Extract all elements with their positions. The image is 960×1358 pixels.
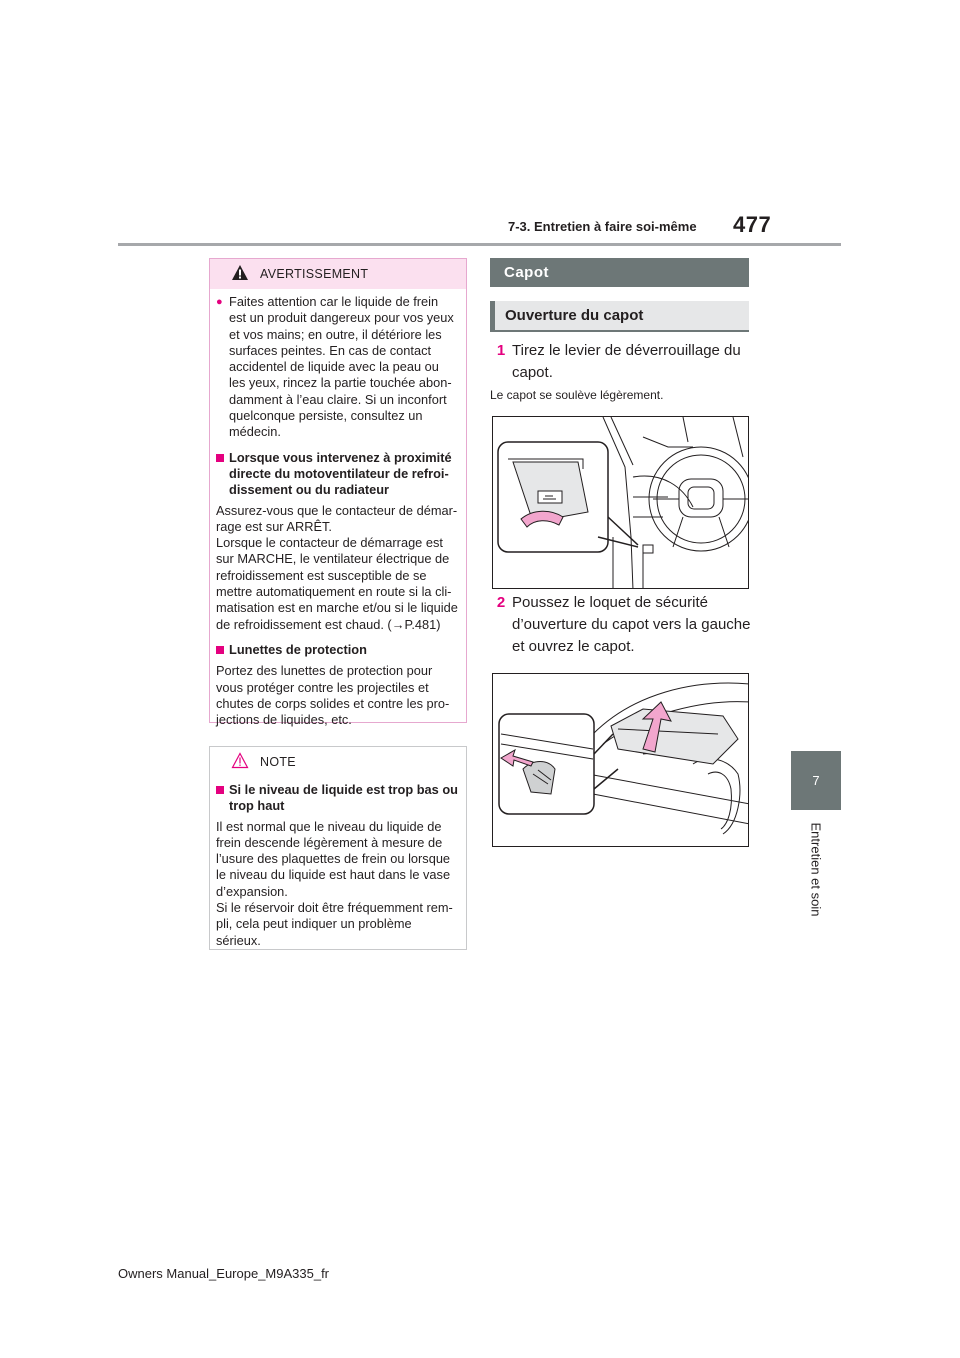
chapter-label (804, 822, 824, 922)
step-1-number: 1 (496, 342, 506, 359)
warning-title: AVERTISSEMENT (260, 267, 369, 281)
heading-glasses-text: Lunettes de protection (229, 641, 367, 657)
section-bar-capot: Capot (490, 258, 749, 287)
step-2-number: 2 (496, 594, 506, 611)
warning-header (210, 259, 466, 289)
section-title: 7-3. Entretien à faire soi-même (508, 219, 697, 234)
heading-glasses (216, 642, 458, 659)
text-fan-1: Assurez-vous que le contacteur de démar-rage est sur ARRÊT. (216, 502, 458, 534)
text-fan-2: Lorsque le contacteur de démarrage est sur MARCHE, le ventilateur électrique de refroidissement est susceptible de se mettre automatiquement en route si la cli-matisation est en marche et/ou si le liquide de refroidissement est chaud. (→P.481) (216, 535, 458, 632)
step-1 (490, 340, 752, 384)
warning-bullet-text: Faites attention car le liquide de frein est un produit dangereux pour vos yeux et vos mains; en outre, il détériore les surfaces peintes. En cas de contact accidentel de liquide avec la peau ou les yeux, rincez la partie touchée abon-damment à l’eau claire. Si un inconfort quelconque persiste, consultez un médecin. (229, 294, 454, 440)
step-1-note: Le capot se soulève légèrement. (490, 388, 664, 402)
footer-doc-id: Owners Manual_Europe_M9A335_fr (118, 1266, 330, 1281)
circle-bullet-icon: ● (216, 296, 223, 308)
chapter-label-text: Entretien et soin (808, 822, 824, 917)
note-title: NOTE (260, 755, 296, 769)
note-header (210, 747, 466, 777)
page-number: 477 (733, 212, 772, 237)
note-heading-text: Si le niveau de liquide est trop bas ou trop haut (229, 782, 458, 814)
caution-triangle-icon (231, 752, 249, 774)
note-text-2: Si le réservoir doit être fréquemment rem-pli, cela peut indiquer un problème sérieux. (216, 900, 453, 948)
square-bullet-icon (216, 782, 229, 815)
subheading-ouverture: Ouverture du capot (490, 301, 749, 332)
warning-box (209, 258, 467, 728)
heading-fan (216, 450, 458, 499)
square-bullet-icon (216, 450, 229, 499)
step-1-text: Tirez le levier de déverrouillage du capot. (512, 342, 741, 381)
heading-fan-text: Lorsque vous intervenez à proximité directe du motoventilateur de refroi-dissement ou du radiateur (229, 449, 452, 498)
warning-triangle-icon (231, 264, 249, 286)
hood-release-lever-illustration (492, 416, 749, 589)
chapter-number: 7 (812, 773, 820, 788)
text-glasses: Portez des lunettes de protection pour vous protéger contre les projectiles et chutes de corps solides et contre les pro-jections de liquides, etc. (216, 663, 450, 728)
note-text-1: Il est normal que le niveau du liquide de frein descende légèrement à mesure de l’usure des plaquettes de frein ou lorsque le niveau du liquide est haut dans le vase d’expansion. (216, 818, 451, 899)
header-rule (118, 243, 841, 246)
step-2 (490, 592, 752, 658)
chapter-tab (791, 751, 841, 810)
warning-bullet (216, 294, 458, 441)
step-2-text: Poussez le loquet de sécurité d’ouverture du capot vers la gauche et ouvrez le capot. (512, 594, 751, 655)
note-box (209, 746, 467, 950)
note-heading (216, 782, 458, 815)
hood-safety-latch-illustration (492, 673, 749, 847)
square-bullet-icon (216, 642, 229, 659)
